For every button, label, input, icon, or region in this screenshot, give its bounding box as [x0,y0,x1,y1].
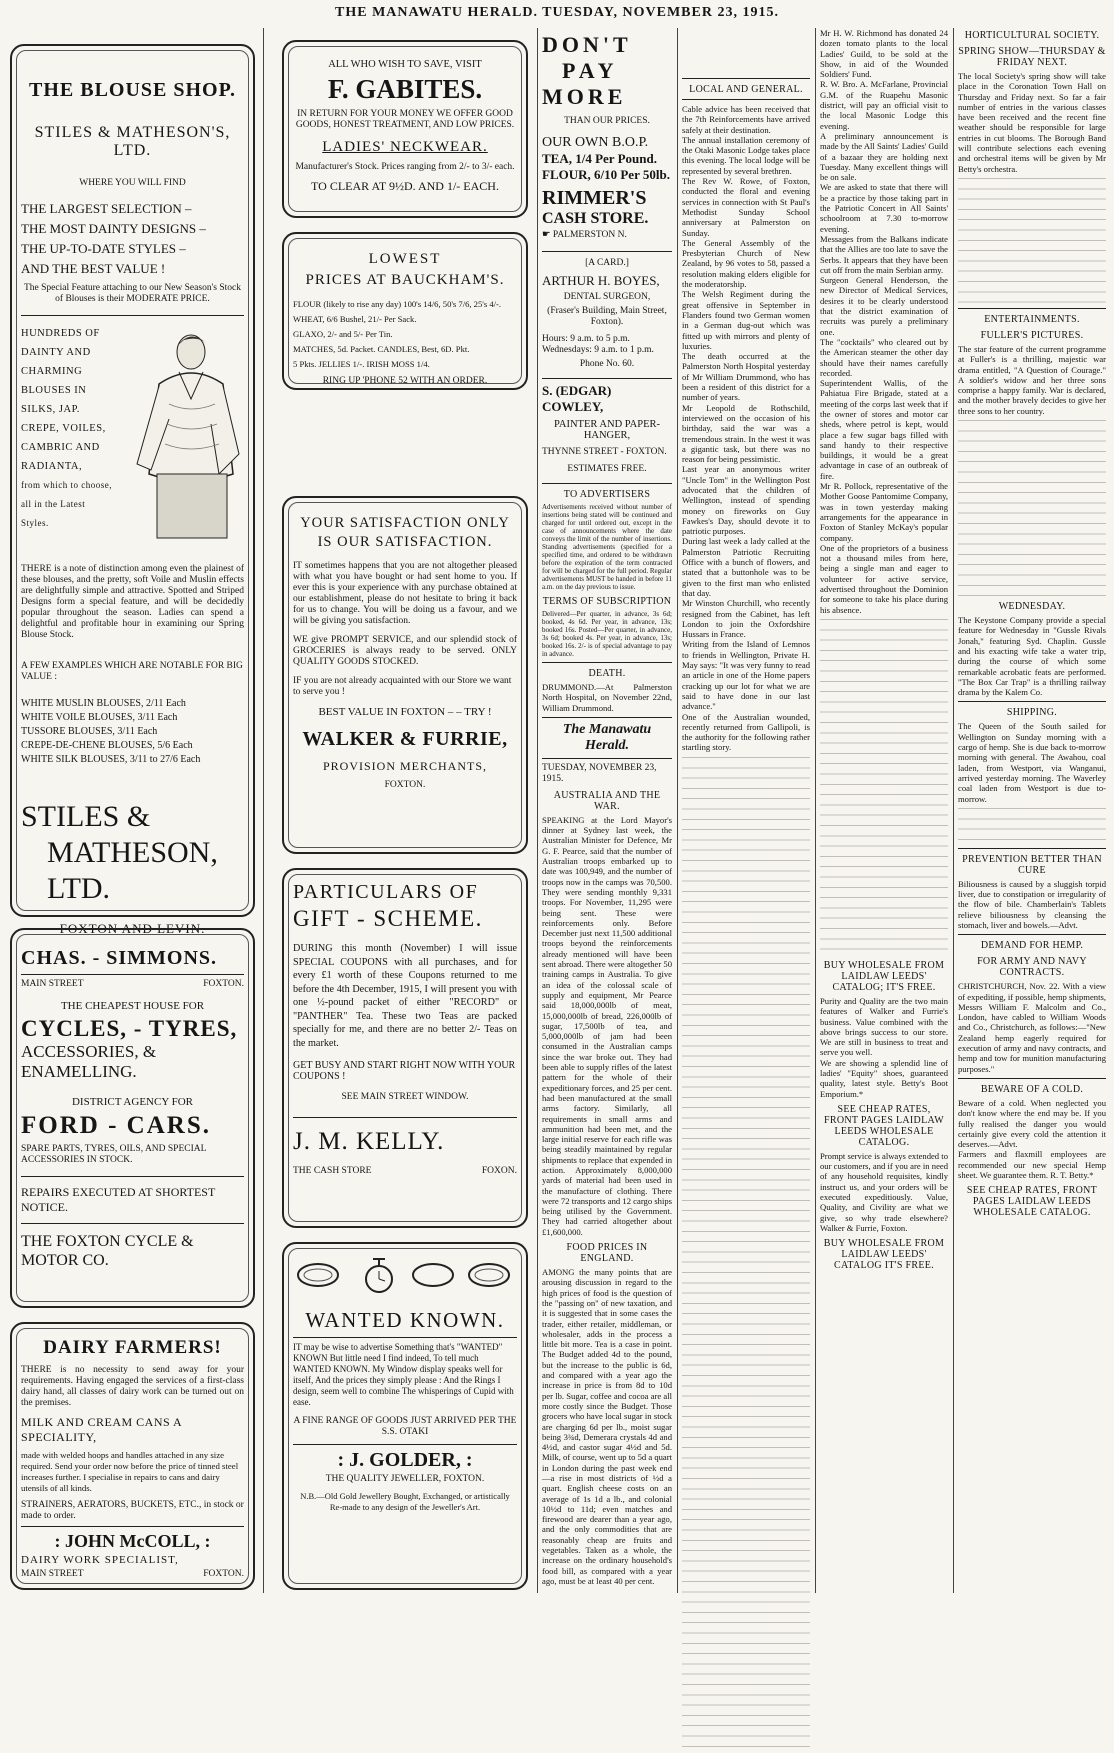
lowest-text: LOWEST [368,251,442,267]
trade-text: PAINTER AND PAPER-HANGER, [554,419,660,441]
distinction-text: THERE is a note of distinction among even the plainest of these blouses, and the pretty, soft Voile and Muslin effects are delightfully simple and attractive. Spotted and Striped Designs form a special feature, and will be decidedly popular throughout the season. Ladies can spend a delightful and profitable hour in examining our Spring Blouse Stock. [21,564,244,640]
flour-text: FLOUR, 6/10 Per 50lb. [542,167,670,182]
cash-store-text: CASH STORE. [542,210,649,227]
news-item: The Queen of the South sailed for Wellington on Sunday morning with a cargo of hemp. She is due back to-morrow morning with general. The Awahou, coal laden, from Westport, via Wanganui, arrived yesterday morning. The Waverley coal laden from Westport is due to-morrow. [958,721,1106,804]
jewellery-illustration [293,1253,519,1299]
walker-furrie-ad [282,496,528,854]
intro-line: ALL WHO WISH TO SAVE, VISIT [328,59,482,70]
kelly-ad [282,868,528,1228]
catalog-notice: BUY WHOLESALE FROM LAIDLAW LEEDS' CATALOG IT'S FREE. [823,1238,945,1272]
section-head: DEMAND FOR HEMP. [980,940,1084,952]
offer-text: IN RETURN FOR YOUR MONEY WE OFFER GOOD GOODS, HONEST TREATMENT, AND LOW PRICES. [295,109,515,130]
news-item: The Keystone Company provide a special feature for Wednesday in "Gussle Rivals Jonah," featuring Syd. Chaplin. Gussle and his exacting wife take a water trip, during the course of which some remarkable acrobatic feats are performed. "The Box Car Trap" is a thrilling railway drama by the Kalem Co. [958,615,1106,698]
news-item: One of the Australian wounded, recently returned from Gallipoli, is the authority for the following rather startling story. [682,711,810,753]
signature-line: MATHESON, LTD. [47,836,218,905]
hundreds-line: CREPE, VOILES, [21,423,106,434]
news-item: R. W. Bro. A. McFarlane, Provincial G.M. of the Ruapehu Masonic district, will pay an official visit to the local Masonic Lodge this evening. [820,79,948,131]
strainers-text: STRAINERS, AERATORS, BUCKETS, ETC., in stock or made to order. [21,1500,244,1521]
dairy-farmers-ad [10,1322,255,1590]
section-head: PREVENTION BETTER THAN CURE [962,853,1102,876]
paragraph: IT sometimes happens that you are not altogether pleased with what you have bought or had sent home to you. If ever this is your experience with any purchase obtained at our establishment, please do not hesitate to bring it back for us to change. You will be doing us a favour, and we will be giving you satisfaction. [293,561,517,626]
hundreds-line: DAINTY AND [21,347,91,358]
article-head: AUSTRALIA AND THE WAR. [553,789,661,812]
where-text: WHERE YOU WILL FIND [79,178,186,188]
masthead: THE MANAWATU HERALD. TUESDAY, NOVEMBER 23, 1915. [335,5,779,20]
article-head: FOOD PRICES IN ENGLAND. [566,1242,648,1265]
headline-line: GIFT - SCHEME. [293,906,483,931]
work-text: DAIRY WORK SPECIALIST, [21,1554,179,1566]
column-rule [953,28,954,1593]
news-item: Purity and Quality are the two main features of Walker and Furrie's business. Value combined with the above brings success to our store. We are still in business to treat and serve you well. [820,995,948,1058]
news-item: Cable advice has been received that the 7th Reinforcements have arrived safely at their destination. [682,104,810,135]
example-item: TUSSORE BLOUSES, 3/11 Each [21,726,158,737]
news-item: Prompt service is always extended to our customers, and if you are in need of any household requisites, kindly instruct us, and your orders will be executed expeditiously. Value, Quality, and Civility are what we give, so why trade elsewhere? Walker & Furrie, Foxton. [820,1150,948,1233]
simmons-ad [10,928,255,1308]
example-item: CREPE-DE-CHENE BLOUSES, 5/6 Each [21,740,193,751]
fine-range-text: A FINE RANGE OF GOODS JUST ARRIVED PER THE S.S. OTAKI [293,1416,517,1437]
news-item: Mr R. Pollock, representative of the Mother Goose Pantomime Company, was in town yesterday making arrangements for the appearance in Foxton of Stanley McKay's popular company. [820,481,948,543]
prices-text: PRICES AT BAUCKHAM'S. [305,272,505,288]
news-item: Writing from the Island of Lemnos to friends in Wellington, Private H. May says: "It was very funny to read an article in one of the Home papers cracking up our lot for what we are said to have done in our last advance." [682,639,810,712]
catalog-notice: SEE CHEAP RATES, FRONT PAGES LAIDLAW LEEDS WHOLESALE CATALOG. [966,1185,1098,1219]
paragraph: IF you are not already acquainted with our Store we want to serve you ! [293,676,512,697]
point-line: THE MOST DAINTY DESIGNS – [21,221,206,236]
section-head: HORTICULTURAL SOCIETY. [964,30,1100,41]
made-text: made with welded hoops and handles attached in any size required. Send your order now before the price of tinned steel increases further. I specialise in repairs to cans and dairy utensils of all kinds. [21,1450,239,1493]
tea-text: TEA, 1/4 Per Pound. [542,151,657,166]
hours-text: Hours: 9 a.m. to 5 p.m. Wednesdays: 9 a.m. to 1 p.m. [542,334,654,355]
agency-text: DISTRICT AGENCY FOR [71,1096,194,1108]
hundreds-line: Styles. [21,518,49,528]
article-text: SPEAKING at the Lord Mayor's dinner at Sydney last week, the Australian Minister for Defence, Mr G. F. Pearce, said that the number of Australian troops embarked up to date was 100,949, and the number of troops now in the camps was 70,500. They were sending monthly 9,331 troops. For November, 11,295 were being sent. These were reinforcements only. Before December just next 11,500 additional troops beyond the reinforcements already mentioned will have been sent abroad. There were altogether 50 training camps in Australia. To give an idea of the colossal scale of supply and equipment, Mr Pearce said 18,000,000lb of meat, 15,000,000lb of bread, 226,000lb of sugar, 17,500lb of tea, and 5,000,000lb of jam had been consumed in the Australian camps since the war broke out. They had been able to supply rifles of the latest pattern for the whole of their expeditionary forces, and 25 per cent. had been manufactured at the small arms factory. Similarly, all requirements in small arms and ammunition had been met, and the large initial reserve for each rifle was being steadily maintained by regular shipments to replace that expended in action. Approximately 8,000,000 yards of material had been used in the manufacture of clothing. There were 72 transports and 12 cargo ships being utilised by the Government. They had carried altogether about £1,600,000. [542,814,672,1237]
news-item: The Rev W. Rowe, of Foxton, conducted the floral and evening services in connection with St Paul's Methodist Sunday School anniversary at Palmerston on Sunday. [682,176,810,238]
price-item: MATCHES, 5d. Packet. CANDLES, Best, 6D. Pkt. [293,344,470,354]
news-item: Last year an anonymous writer "Uncle Tom" in the Wellington Post advocated that the children of Wellington, instead of spending money on fireworks on Guy Fawkes's Day, should devote it to patriotic purposes. [682,464,810,537]
column-rule [263,28,264,1593]
than-text: THAN OUR PRICES. [564,116,650,126]
price-item: GLAXO, 2/- and 5/- Per Tin. [293,329,393,339]
accessories-text: ACCESSORIES, & ENAMELLING. [21,1042,157,1081]
column-rule [537,28,538,1593]
news-item: Mr Winston Churchill, who recently resigned from the Cabinet, has left London to join the Oxfordshire Hussars in France. [682,598,810,640]
section-head: BEWARE OF A COLD. [980,1083,1084,1095]
death-head: DEATH. [588,668,626,679]
text-block [682,753,810,1753]
news-item: The star feature of the current programme at Fuller's is a thrilling, majestic war drama entitled, "A Question of Courage." A soldier's widow and her three sons comprise a happy family. War is declared, and the mother bravely decides to give her three sons to her country. [958,343,1106,416]
news-item: The "cocktails" who cleared out by the American steamer the other day should have their names carefully recorded. [820,336,948,378]
signature-towns: FOXTON AND LEVIN. [59,921,206,936]
milk-text: MILK AND CREAM CANS A SPECIALITY, [21,1415,182,1444]
price-item: FLOUR (likely to rise any day) 100's 14/6, 50's 7/6, 25's 4/-. [293,299,502,309]
ad-title: DAIRY FARMERS! [43,1337,222,1358]
merchant-name: WALKER & FURRIE, [302,728,508,750]
card-label: [A CARD.] [585,258,629,268]
example-item: WHITE VOILE BLOUSES, 3/11 Each [21,712,178,723]
ford-text: FORD - CARS. [21,1112,211,1139]
news-item: Messages from the Balkans indicate that the Allies are too late to save the Serbs. It appears that they have been cut off from the main Serbian army. [820,233,948,275]
phone-text: Phone No. 60. [579,359,635,369]
section-head: SHIPPING. [1006,707,1058,719]
column-rule [815,28,816,1593]
news-item: We are asked to state that there will be a practice by those taking part in the Patriotic Concert in All Saints' schoolroom at 7.30 to-morrow evening. [820,182,948,234]
cowley-card [542,383,672,475]
ad-title: THE BLOUSE SHOP. [29,79,236,101]
ring-text: RING UP 'PHONE 52 WITH AN ORDER. [322,376,488,386]
herald-title: The Manawatu Herald. [562,721,652,753]
example-item: WHITE MUSLIN BLOUSES, 2/11 Each [21,698,186,709]
golder-ad [282,1242,528,1590]
news-item: Biliousness is caused by a sluggish torpid liver, due to constipation or irregularity of the flow of bile. Chamberlain's Tablets relieve biliousness by cleansing the stomach, liver and bowels.—Advt. [958,878,1106,930]
hundreds-line: SILKS, JAP. [21,404,80,415]
point-line: AND THE BEST VALUE ! [21,261,166,276]
hundreds-line: HUNDREDS OF [21,328,100,339]
clear-text: TO CLEAR AT 9½D. AND 1/- EACH. [311,179,499,193]
signature-line: STILES & [21,800,151,833]
dental-text: DENTAL SURGEON, [563,292,651,302]
cycles-text: CYCLES, - TYRES, [21,1016,238,1041]
intro-text: THERE is no necessity to send away for your requirements. Having engaged the services of a first-class dairy hand, all classes of dairy work can be turned out on the premises. [21,1365,244,1408]
text-block [820,615,948,955]
painter-name: S. (EDGAR) COWLEY, [542,383,612,414]
hundreds-line: CAMBRIC AND [21,442,100,453]
news-item: Farmers and flaxmill employees are recommended our new special Hemp sheet. We guarantee them. R. T. Betty.* [958,1149,1106,1181]
text-block [958,416,1106,596]
herald-date: TUESDAY, NOVEMBER 23, 1915. [542,762,657,784]
news-item: Surgeon General Henderson, the new Director of Medical Services, desires it to be clearly understood that the district examination of recruits was purely a preliminary one. [820,275,948,337]
gabites-ad [282,40,528,218]
blouse-illustration [129,324,244,544]
section-head: ENTERTAINMENTS. [984,313,1080,325]
news-item: Mr H. W. Richmond has donated 24 dozen tomato plants to the local Ladies' Guild, to be sold at the Show, in aid of the Wounded Soldiers' Fund. [820,28,948,80]
article-text: AMONG the many points that are arousing discussion in regard to the high prices of food is the question of the "passing on" of new taxation, and it is suggested that in some cases the trader, either retailer, middleman, or wholesaler, adds in the process a little bit more. Tea is a case in point. The Budget added 4d to the pound, but the increase to the public is 6d, and compared with a year ago the increase in price is from 8d to 10d per lb. Sugar, coffee and cocoa are all more costly since the Budget. Those grocers who have local sugar in stock are charging 6d per lb., moist sugar being 3¾d, Demerara crystals 4d and 4½d, and castor sugar 4½d and 5d. Milk, of course, went up to 5d a quart in London during the past week end—a rise in most districts of ½d a quart. English cheese costs on an average of 1s 1d a lb., and colonial 10½d to 11d; even matches and firewood are dearer than a year ago, and the only commodities that are reasonably cheap are fruits and vegetables. Taken as a whole, the increase on the ordinary household's food bill, as compared with a year ago, must be at least 40 per cent. [542,1267,672,1586]
price-item: WHEAT, 6/6 Bushel, 21/- Per Sack. [293,314,417,324]
section-subhead: FOR ARMY AND NAVY CONTRACTS. [977,956,1087,979]
news-item: Mr Leopold de Rothschild, interviewed on the occasion of his birthday, said the war was a tremendous strain. In the west it was a gigantic task, but there was no reason for being pessimistic. [682,402,810,465]
town-text: FOXTON. [384,780,426,790]
more-text: MORE [542,84,627,109]
poem-text: IT may be wise to advertise Something that's "WANTED" KNOWN But little need I find indeed, To tell much WANTED KNOWN. My Window display speaks well for itself, And the prices they simply please : And the Rings I design, seem well to combine The whisperings of Cupid with ease. [293,1342,514,1407]
headline-line: YOUR SATISFACTION ONLY [300,515,510,531]
news-item: The death occurred at the Palmerston North Hospital yesterday of Mr William Drummond, who has been a resident of this district for a number of years. [682,351,810,403]
dentist-name: ARTHUR H. BOYES, [542,273,660,288]
boyes-card [542,258,672,370]
rimmer-ad [542,28,672,241]
point-line: THE UP-TO-DATE STYLES – [21,241,186,256]
bop-text: OUR OWN B.O.P. [542,135,649,150]
pay-text: PAY [562,58,619,83]
news-item: Beware of a cold. When neglected you don't know where the end may be. If you fully realised the danger you would certainly give every cold the attention it deserves.—Advt. [958,1097,1106,1150]
headline-line: IS OUR SATISFACTION. [317,534,493,550]
news-item: CHRISTCHURCH, Nov. 22. With a view of expediting, if possible, hemp shipments, Messrs William F. Malcolm and Co., London, have cabled to William Woods and Co., Christchurch, as follows:—"New Zealand hemp eagerly required for execution of army and navy contracts, and hemp and tow for munition manufacturing purposes." [958,981,1106,1074]
best-value-text: BEST VALUE IN FOXTON – – TRY ! [318,706,492,718]
column-5 [820,28,948,1593]
town-text: FOXON. [481,1166,517,1176]
spare-text: SPARE PARTS, TYRES, OILS, AND SPECIAL ACCESSORIES IN STOCK. [21,1144,207,1165]
ad-title: CHAS. - SIMMONS. [21,947,218,969]
hundreds-line: BLOUSES IN [21,385,87,396]
news-item: Superintendent Wallis, of the Pahiatua Fire Brigade, stated at a meeting of the corps last week that if the owner of stores and motor car sheds, where petrol is kept, would place a few sugar bags filled with sand handy to their respective buildings, it would be a great advantage in case of an outbreak of fire. [820,378,948,481]
merchant-name: : J. GOLDER, : [337,1449,473,1471]
column-rule [677,28,678,1593]
catalog-notice: SEE CHEAP RATES, FRONT PAGES LAIDLAW LEEDS WHOLESALE CATALOG. [824,1103,944,1148]
provision-text: PROVISION MERCHANTS, [322,759,488,773]
street-text: MAIN STREET [21,979,84,989]
column-3 [542,28,672,1593]
advertisers-head: TO ADVERTISERS [563,489,651,500]
paragraph: WE give PROMPT SERVICE, and our splendid stock of GROCERIES is always ready to be served. ONLY QUALITY GOODS STOCKED. [293,635,517,667]
neckwear-text: LADIES' NECKWEAR. [322,139,488,155]
text-block [958,174,1106,304]
hundreds-line: CHARMING [21,366,83,377]
street-text: MAIN STREET [21,1569,84,1579]
catalog-notice: BUY WHOLESALE FROM LAIDLAW LEEDS' CATALOG; IT'S FREE. [823,959,945,993]
address-text: (Fraser's Building, Main Street, Foxton). [547,306,667,327]
busy-text: GET BUSY AND START RIGHT NOW WITH YOUR COUPONS ! [293,1060,516,1082]
news-item: The annual installation ceremony of the Otaki Masonic Lodge takes place this evening. The local lodge will be represented by several brethren. [682,134,810,176]
advertisers-text: Advertisements received without number of insertions being stated will be continued and charged for until ordered out, except in the case of announcements where the date conveys the limit of the number of insertions. Standing advertisements (specified for a specified time, and ordered to be withdrawn before the expiration of the term contracted for will be charged for the full period. Regular advertisements MUST be handed in before 11 a.m. on the day previous to issue. [542,503,672,591]
column-6 [958,28,1106,1593]
quality-text: THE QUALITY JEWELLER, FOXTON. [325,1474,485,1484]
merchant-name: J. M. KELLY. [293,1128,445,1155]
nb-text: N.B.—Old Gold Jewellery Bought, Exchanged, or artistically Re-made to any design of the Jeweller's Art. [300,1491,510,1512]
merchant-name: : JOHN McCOLL, : [54,1531,211,1551]
repairs-text: REPAIRS EXECUTED AT SHORTEST NOTICE. [21,1185,216,1214]
scheme-text: DURING this month (November) I will issue SPECIAL COUPONS with all purchases, and for every £1 worth of these Coupons returned to me before the 4th December, 1915, I will present you with one ½-pound packet of either "RECORD" or "PANTHER" Tea. These two Teas are packed specially for me, and there are no better 2/- Teas on the market. [293,943,517,1049]
headline: WANTED KNOWN. [305,1308,505,1332]
text-block [958,804,1106,844]
hundreds-line: all in the Latest [21,499,86,509]
town-text: FOXTON. [203,979,244,989]
news-item: A preliminary announcement is made by the All Saints' Ladies' Guild of a bazaar they are holding next Tuesday. Many excellent things will be on sale. [820,130,948,183]
town-text: PALMERSTON N. [552,230,627,240]
dont-text: DON'T [542,32,632,57]
news-item: During last week a lady called at the Palmerston Patriotic Recruiting Office with a bunch of flowers, and stated that a buttonhole was to be given to the first man who enlisted that day. [682,536,810,598]
stock-text: Manufacturer's Stock. Prices ranging from 2/- to 3/- each. [295,162,515,172]
column-4 [682,28,810,1593]
death-text: DRUMMOND.—At Palmerston North Hospital, on November 22nd, William Drummond. [542,682,672,713]
subscription-head: TERMS OF SUBSCRIPTION [542,596,672,607]
section-subhead: FULLER'S PICTURES. [980,329,1084,341]
street-text: THYNNE STREET - FOXTON. [542,447,667,457]
pointing-hand-icon: ☛ [542,230,551,240]
firm-name: STILES & MATHESON'S, LTD. [34,124,231,159]
price-item: 5 Pkts. JELLIES 1/-. IRISH MOSS 1/4. [293,359,430,369]
news-item: One of the proprietors of a business not a thousand miles from here, being a single man and eager to volunteer for active service, advertised throughout the Dominion for someone to take his place during his absence. [820,542,948,615]
point-line: THE LARGEST SELECTION – [21,201,192,216]
bauckham-ad [282,232,528,390]
section-subhead: SPRING SHOW—THURSDAY & FRIDAY NEXT. [958,46,1106,68]
news-item: The local Society's spring show will take place in the Coronation Town Hall on Thursday and Friday next. So far a fair number of entries in the various classes have been received and the recent fine weather should be responsible for large entries in cut blooms. The Borough Band will contribute selections each evening and orchestral items will be given by Mr Betty's orchestra. [958,71,1106,174]
hundreds-line: RADIANTA, [21,461,83,472]
section-head: LOCAL AND GENERAL. [689,84,803,95]
merchant-name: F. GABITES. [327,74,483,104]
examples-head: A FEW EXAMPLES WHICH ARE NOTABLE FOR BIG VALUE : [21,661,243,682]
store-text: THE CASH STORE [293,1166,372,1176]
company-name: THE FOXTON CYCLE & MOTOR CO. [21,1233,194,1269]
headline-line: PARTICULARS OF [293,881,479,903]
town-text: FOXTON. [203,1569,244,1579]
news-item: The General Assembly of the Presbyterian Church of New Zealand, by 96 votes to 58, passed a resolution making elders eligible for the moderatorship. [682,237,810,290]
cheapest-text: THE CHEAPEST HOUSE FOR [60,1000,205,1012]
hundreds-line: from which to choose, [21,480,112,490]
merchant-name: RIMMER'S [542,187,647,209]
news-item: The Welsh Regiment during the great offensive in September in Flanders found two German women in a German dug-out which was fitted up with mirrors and plenty of luxuries. [682,289,810,351]
section-subhead: WEDNESDAY. [998,601,1066,613]
special-text: The Special Feature attaching to our New Season's Stock of Blouses is their MODERATE PRICE. [24,283,241,304]
estimates-text: ESTIMATES FREE. [567,464,647,474]
subscription-text: Delivered—Per quarter, in advance, 3s 6d; booked, 4s 6d. Per year, in advance, 13s; booked 16s. Posted—Per quarter, in advance, 3s 6d; booked 4s. Per year, in advance, 13s; booked 16s. 2/- is of special advantage to pay in advance. [542,610,672,658]
see-text: SEE MAIN STREET WINDOW. [341,1092,469,1102]
news-item: We are showing a splendid line of ladies' "Equity" shoes, guaranteed quality, latest style. Betty's Boot Emporium.* [820,1057,948,1099]
blouse-shop-ad [10,44,255,936]
example-item: WHITE SILK BLOUSES, 3/11 to 27/6 Each [21,754,201,765]
